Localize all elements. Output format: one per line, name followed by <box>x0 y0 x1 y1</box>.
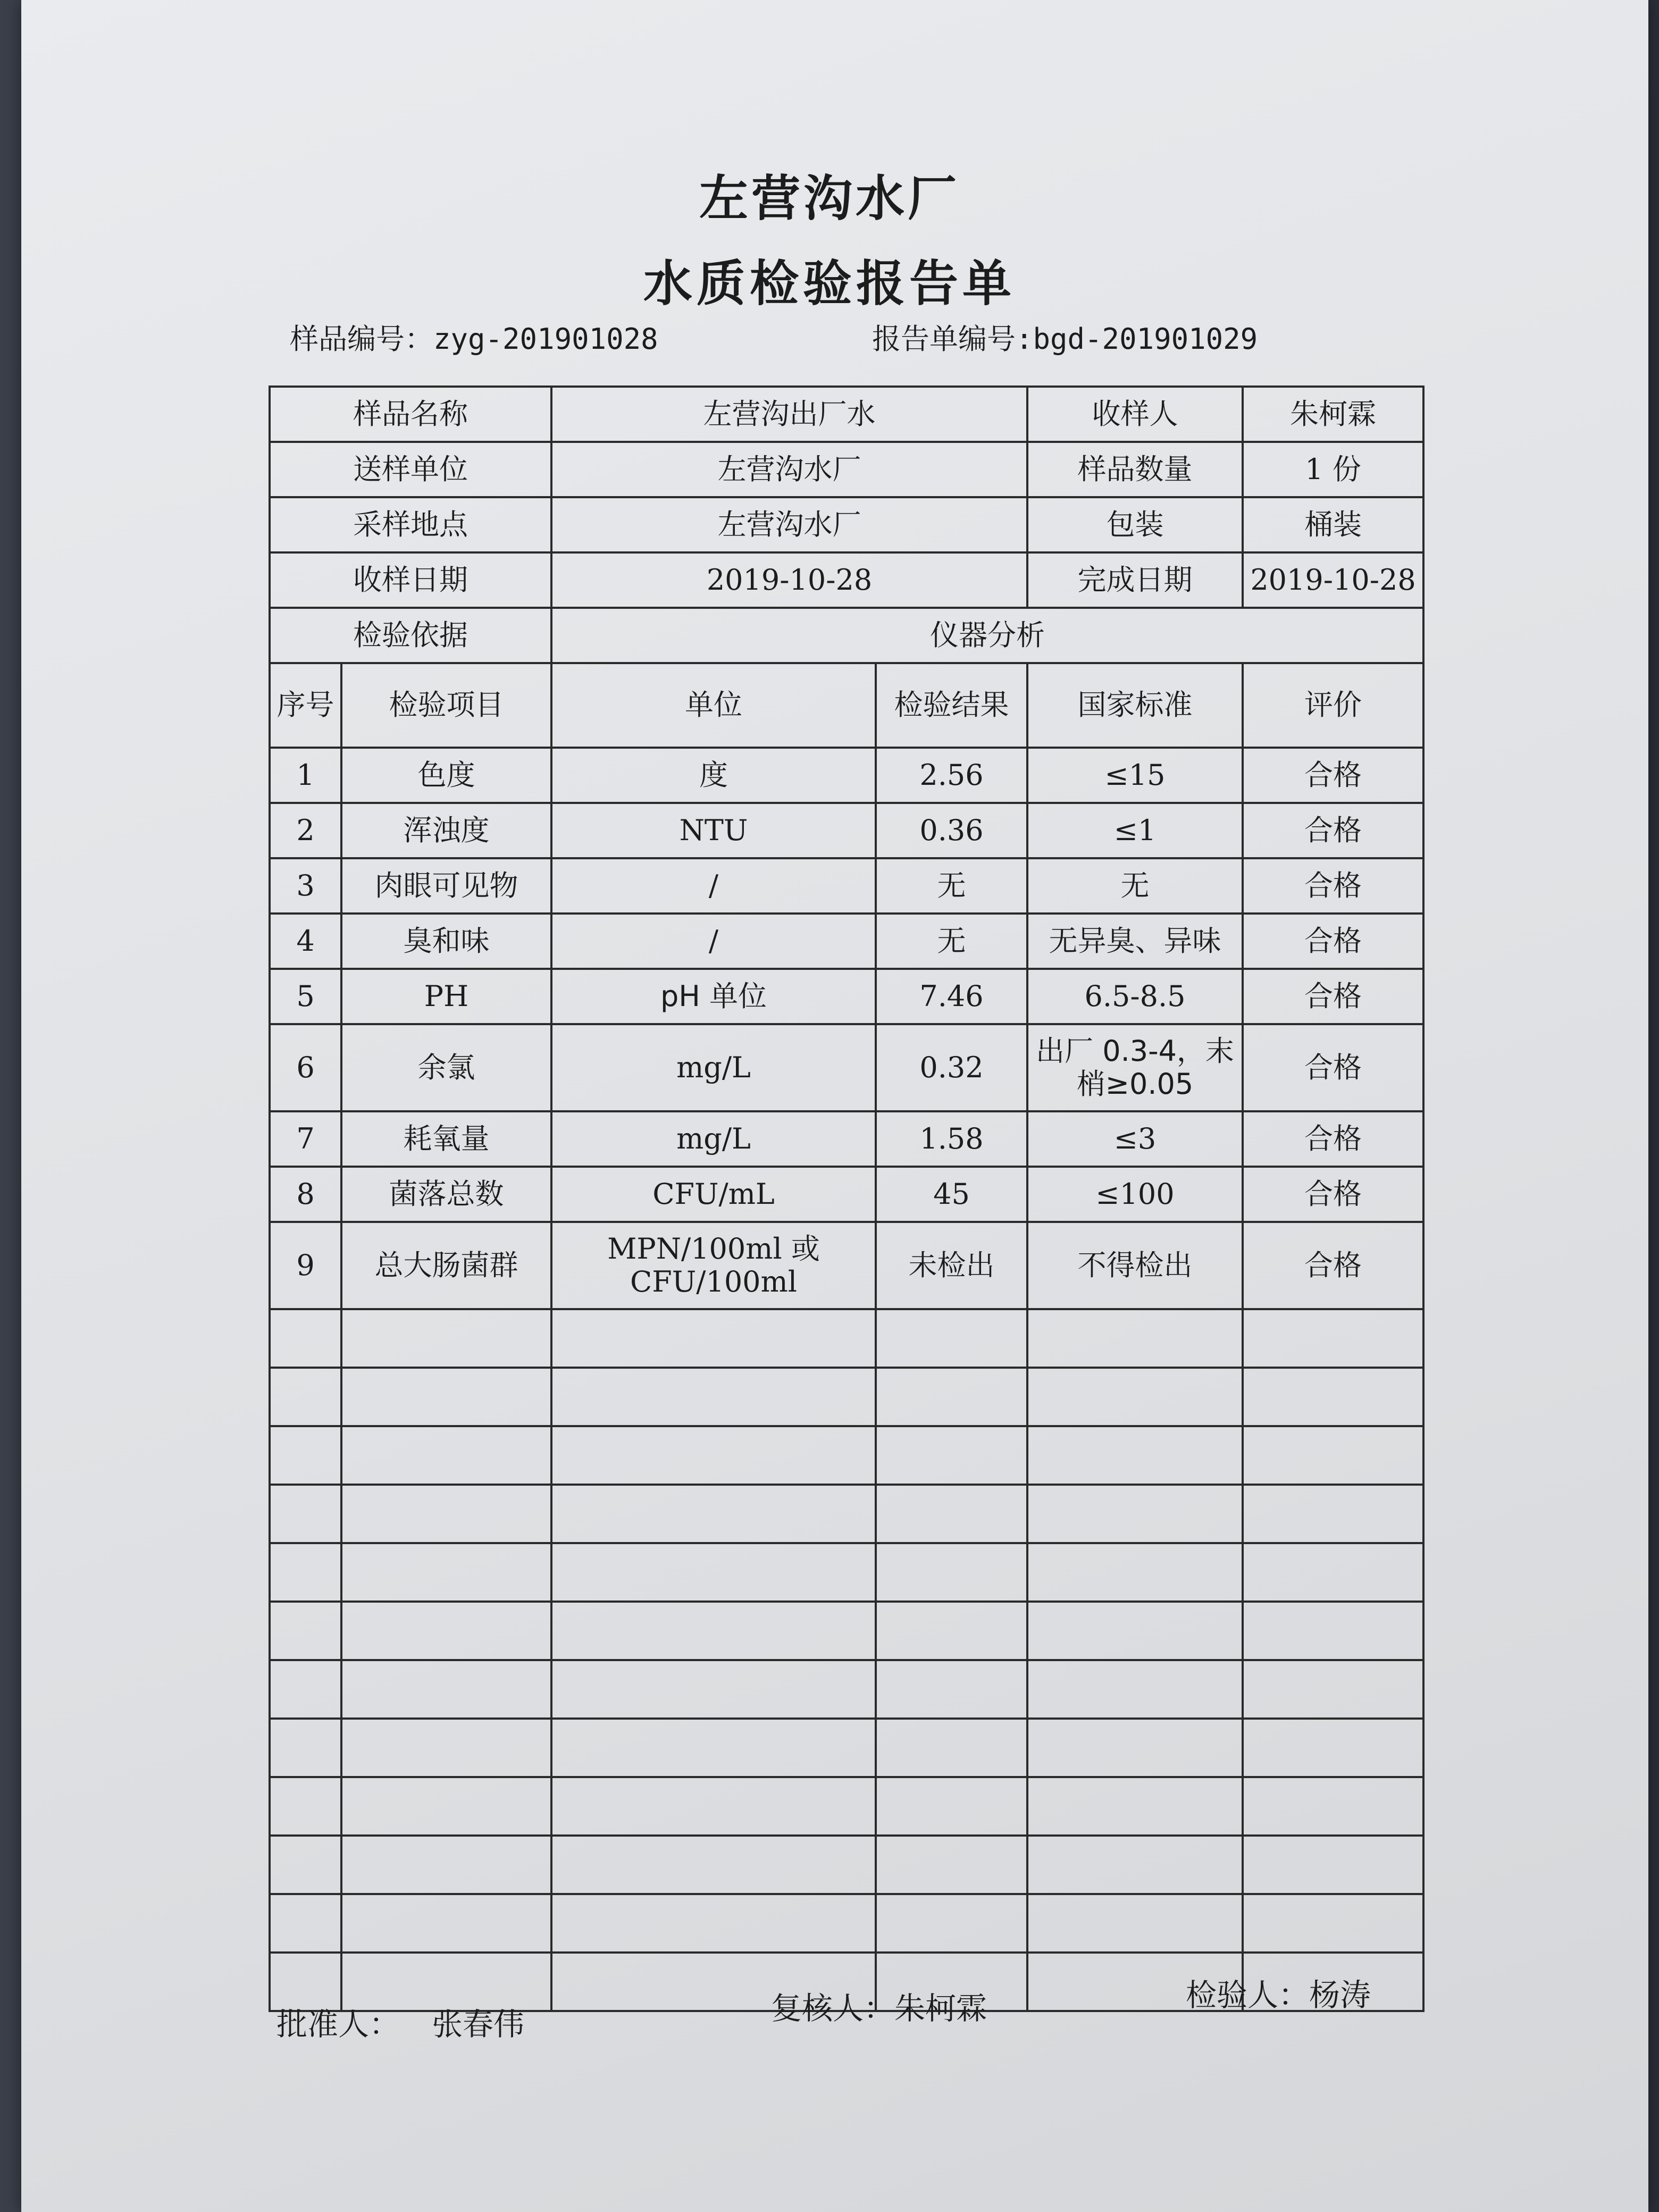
col-header-no: 序号 <box>270 663 341 748</box>
sample-name-value: 左营沟出厂水 <box>551 387 1027 442</box>
reviewer-name: 朱柯霖 <box>894 1990 987 2026</box>
empty-row <box>270 1660 1423 1719</box>
empty-cell <box>551 1894 876 1953</box>
row-unit: pH 单位 <box>551 969 876 1024</box>
empty-cell <box>270 1894 341 1953</box>
empty-cell <box>1243 1309 1423 1368</box>
table-row <box>270 1111 1423 1167</box>
row-no: 5 <box>270 969 341 1024</box>
empty-row <box>270 1719 1423 1777</box>
inspector-signature <box>1186 1970 1371 2015</box>
row-unit: / <box>551 858 876 914</box>
approver-label: 批准人： <box>276 2006 400 2042</box>
empty-cell <box>1243 1894 1423 1953</box>
row-evaluation: 合格 <box>1243 1167 1423 1222</box>
sender-value: 左营沟水厂 <box>551 442 1027 497</box>
basis-value: 仪器分析 <box>551 608 1423 663</box>
empty-cell <box>1243 1660 1423 1719</box>
empty-cell <box>1027 1660 1243 1719</box>
row-unit: 度 <box>551 748 876 803</box>
row-standard: 无异臭、异味 <box>1027 914 1243 969</box>
empty-row <box>270 1777 1423 1836</box>
row-item: 色度 <box>341 748 551 803</box>
empty-cell <box>1243 1602 1423 1660</box>
empty-cell <box>341 1836 551 1894</box>
row-no: 6 <box>270 1024 341 1111</box>
row-item: 耗氧量 <box>341 1111 551 1167</box>
package-label: 包装 <box>1027 497 1243 552</box>
row-unit: mg/L <box>551 1024 876 1111</box>
empty-cell <box>270 1602 341 1660</box>
row-unit: NTU <box>551 803 876 858</box>
row-result: 0.32 <box>876 1024 1027 1111</box>
row-no: 9 <box>270 1222 341 1309</box>
empty-row <box>270 1543 1423 1602</box>
empty-cell <box>551 1836 876 1894</box>
empty-cell <box>551 1309 876 1368</box>
receiver-label: 收样人 <box>1027 387 1243 442</box>
reviewer-signature <box>771 1983 987 2028</box>
empty-cell <box>1027 1602 1243 1660</box>
location-value: 左营沟水厂 <box>551 497 1027 552</box>
empty-cell <box>341 1368 551 1426</box>
row-unit: mg/L <box>551 1111 876 1167</box>
done-date-label: 完成日期 <box>1027 552 1243 608</box>
empty-row <box>270 1309 1423 1368</box>
empty-cell <box>1027 1309 1243 1368</box>
row-standard: 出厂 0.3-4，末梢≥0.05 <box>1027 1024 1243 1111</box>
row-evaluation: 合格 <box>1243 1024 1423 1111</box>
empty-cell <box>876 1309 1027 1368</box>
receive-date-label: 收样日期 <box>270 552 551 608</box>
empty-cell <box>270 1719 341 1777</box>
empty-cell <box>341 1543 551 1602</box>
inspector-label: 检验人： <box>1186 1977 1310 2013</box>
report-table <box>269 386 1425 2012</box>
empty-cell <box>270 1660 341 1719</box>
empty-row <box>270 1368 1423 1426</box>
empty-cell <box>1027 1894 1243 1953</box>
empty-cell <box>1027 1368 1243 1426</box>
report-table-body <box>270 387 1423 2011</box>
row-result: 7.46 <box>876 969 1027 1024</box>
empty-cell <box>876 1485 1027 1543</box>
quantity-value: 1 份 <box>1243 442 1423 497</box>
empty-cell <box>270 1836 341 1894</box>
row-evaluation: 合格 <box>1243 858 1423 914</box>
package-value: 桶装 <box>1243 497 1423 552</box>
receive-date-value: 2019-10-28 <box>551 552 1027 608</box>
table-row <box>270 969 1423 1024</box>
done-date-value: 2019-10-28 <box>1243 552 1423 608</box>
row-standard: 不得检出 <box>1027 1222 1243 1309</box>
empty-cell <box>1243 1719 1423 1777</box>
empty-row <box>270 1894 1423 1953</box>
col-header-standard: 国家标准 <box>1027 663 1243 748</box>
info-row <box>270 387 1423 442</box>
row-standard: ≤100 <box>1027 1167 1243 1222</box>
empty-cell <box>1027 1719 1243 1777</box>
empty-cell <box>270 1543 341 1602</box>
row-standard: ≤3 <box>1027 1111 1243 1167</box>
empty-cell <box>1243 1777 1423 1836</box>
row-item: 余氯 <box>341 1024 551 1111</box>
empty-cell <box>876 1836 1027 1894</box>
table-row <box>270 803 1423 858</box>
empty-cell <box>876 1543 1027 1602</box>
row-item: 肉眼可见物 <box>341 858 551 914</box>
report-title: 水质检验报告单 <box>643 255 1016 312</box>
empty-cell <box>341 1719 551 1777</box>
location-label: 采样地点 <box>270 497 551 552</box>
inspector-name: 杨涛 <box>1309 1977 1371 2013</box>
empty-cell <box>876 1894 1027 1953</box>
row-standard: ≤1 <box>1027 803 1243 858</box>
row-result: 45 <box>876 1167 1027 1222</box>
empty-cell <box>1243 1426 1423 1485</box>
empty-cell <box>1243 1485 1423 1543</box>
empty-cell <box>341 1894 551 1953</box>
empty-cell <box>1027 1426 1243 1485</box>
empty-cell <box>1027 1485 1243 1543</box>
row-no: 4 <box>270 914 341 969</box>
col-header-item: 检验项目 <box>341 663 551 748</box>
empty-cell <box>1027 1777 1243 1836</box>
row-no: 1 <box>270 748 341 803</box>
empty-cell <box>270 1777 341 1836</box>
page-title: 左营沟水厂 <box>699 170 960 227</box>
column-header-row <box>270 663 1423 748</box>
empty-cell <box>551 1368 876 1426</box>
sample-number: 样品编号：zyg-201901028 <box>290 322 658 356</box>
row-evaluation: 合格 <box>1243 1222 1423 1309</box>
reviewer-label: 复核人： <box>771 1990 895 2026</box>
row-evaluation: 合格 <box>1243 914 1423 969</box>
row-item: 臭和味 <box>341 914 551 969</box>
row-unit: / <box>551 914 876 969</box>
empty-cell <box>341 1777 551 1836</box>
row-no: 2 <box>270 803 341 858</box>
row-evaluation: 合格 <box>1243 1111 1423 1167</box>
empty-cell <box>876 1660 1027 1719</box>
row-item: 菌落总数 <box>341 1167 551 1222</box>
row-no: 3 <box>270 858 341 914</box>
empty-cell <box>551 1777 876 1836</box>
basis-label: 检验依据 <box>270 608 551 663</box>
approver-name: 张春伟 <box>432 2006 525 2042</box>
row-result: 2.56 <box>876 748 1027 803</box>
table-row <box>270 1024 1423 1111</box>
row-standard: ≤15 <box>1027 748 1243 803</box>
sender-label: 送样单位 <box>270 442 551 497</box>
empty-row <box>270 1426 1423 1485</box>
empty-row <box>270 1485 1423 1543</box>
empty-cell <box>876 1602 1027 1660</box>
empty-cell <box>551 1719 876 1777</box>
empty-cell <box>270 1426 341 1485</box>
empty-cell <box>270 1309 341 1368</box>
empty-cell <box>341 1426 551 1485</box>
info-row <box>270 497 1423 552</box>
empty-cell <box>1243 1543 1423 1602</box>
empty-cell <box>341 1602 551 1660</box>
empty-cell <box>1243 1836 1423 1894</box>
info-row <box>270 608 1423 663</box>
row-standard: 6.5-8.5 <box>1027 969 1243 1024</box>
row-evaluation: 合格 <box>1243 748 1423 803</box>
empty-cell <box>876 1368 1027 1426</box>
col-header-result: 检验结果 <box>876 663 1027 748</box>
row-evaluation: 合格 <box>1243 969 1423 1024</box>
empty-cell <box>551 1660 876 1719</box>
sample-name-label: 样品名称 <box>270 387 551 442</box>
empty-cell <box>876 1426 1027 1485</box>
table-row <box>270 858 1423 914</box>
empty-cell <box>270 1485 341 1543</box>
info-row <box>270 552 1423 608</box>
row-item: 浑浊度 <box>341 803 551 858</box>
empty-row <box>270 1602 1423 1660</box>
empty-cell <box>1027 1543 1243 1602</box>
row-result: 0.36 <box>876 803 1027 858</box>
col-header-unit: 单位 <box>551 663 876 748</box>
row-unit: CFU/mL <box>551 1167 876 1222</box>
row-result: 无 <box>876 858 1027 914</box>
quantity-label: 样品数量 <box>1027 442 1243 497</box>
row-result: 未检出 <box>876 1222 1027 1309</box>
row-unit: MPN/100ml 或 CFU/100ml <box>551 1222 876 1309</box>
receiver-value: 朱柯霖 <box>1243 387 1423 442</box>
row-result: 无 <box>876 914 1027 969</box>
empty-cell <box>876 1777 1027 1836</box>
empty-cell <box>341 1309 551 1368</box>
empty-cell <box>270 1368 341 1426</box>
empty-cell <box>341 1660 551 1719</box>
table-row <box>270 748 1423 803</box>
empty-cell <box>1243 1368 1423 1426</box>
row-standard: 无 <box>1027 858 1243 914</box>
table-row <box>270 914 1423 969</box>
empty-row <box>270 1836 1423 1894</box>
empty-cell <box>551 1426 876 1485</box>
empty-cell <box>551 1543 876 1602</box>
empty-cell <box>341 1485 551 1543</box>
row-no: 7 <box>270 1111 341 1167</box>
row-evaluation: 合格 <box>1243 803 1423 858</box>
info-row <box>270 442 1423 497</box>
row-result: 1.58 <box>876 1111 1027 1167</box>
row-item: PH <box>341 969 551 1024</box>
row-item: 总大肠菌群 <box>341 1222 551 1309</box>
table-row <box>270 1222 1423 1309</box>
empty-cell <box>551 1602 876 1660</box>
approver-signature <box>276 1999 524 2044</box>
row-no: 8 <box>270 1167 341 1222</box>
empty-cell <box>551 1485 876 1543</box>
empty-cell <box>1027 1836 1243 1894</box>
table-row <box>270 1167 1423 1222</box>
col-header-evaluation: 评价 <box>1243 663 1423 748</box>
empty-cell <box>876 1719 1027 1777</box>
report-number: 报告单编号:bgd-201901029 <box>872 322 1258 356</box>
